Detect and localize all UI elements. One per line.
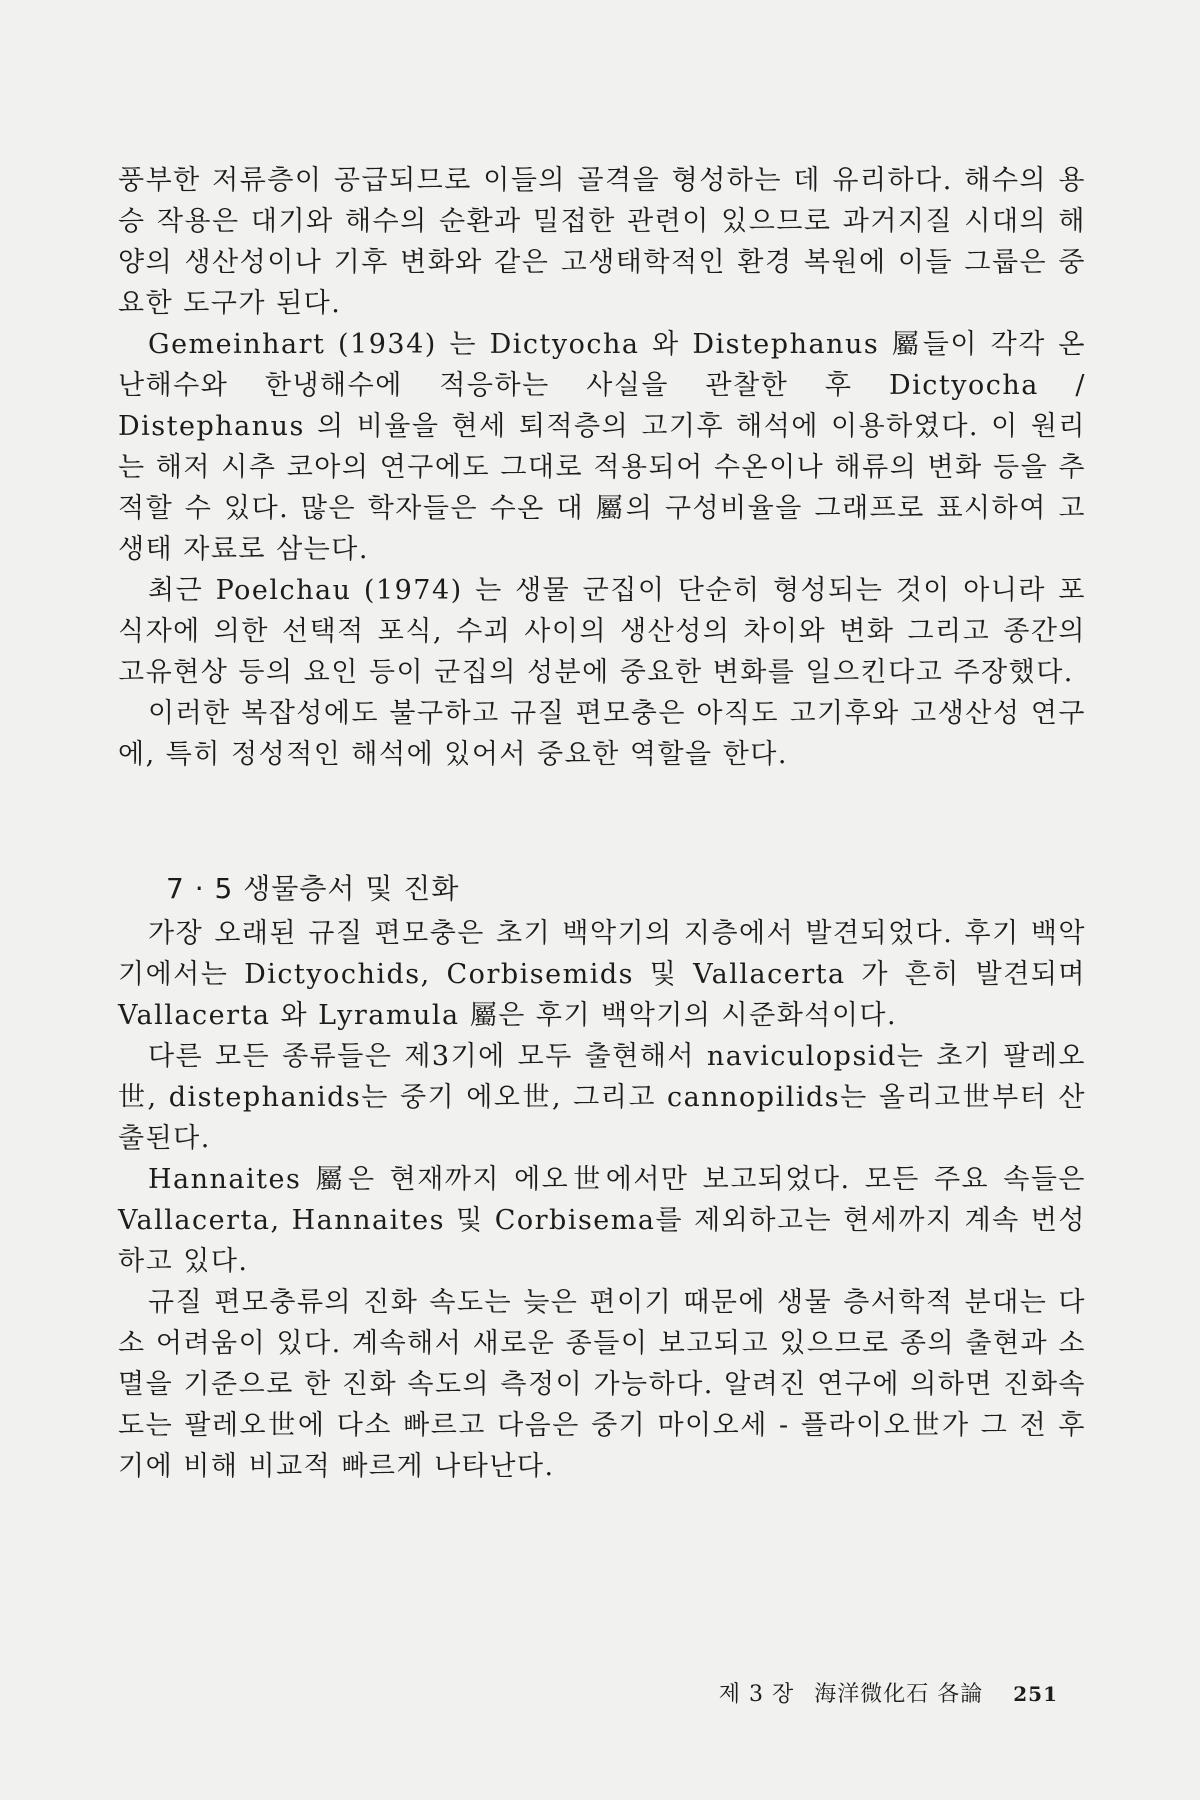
paragraph: 이러한 복잡성에도 불구하고 규질 편모충은 아직도 고기후와 고생산성 연구에, 특히 정성적인 해석에 있어서 중요한 역할을 한다. (118, 698, 1086, 770)
paragraph: Gemeinhart (1934) 는 Dictyocha 와 Distephanus 屬들이 각각 온난해수와 한냉해수에 적응하는 사실을 관찰한 후 Dictyocha / Distephanus 의 비율을 현세 퇴적층의 고기후 해석에 이용하였다. 이 원리는 해저 시추 코아의 연구에도 그대로 적용되어 수온이나 해류의 변화 등을 추적할 수 있다. 많은 학자들은 수온 대 屬의 구성비율을 그래프로 표시하여 고생태 자료로 삼는다. (118, 329, 1086, 565)
paragraph: 규질 편모충류의 진화 속도는 늦은 편이기 때문에 생물 층서학적 분대는 다소 어려움이 있다. 계속해서 새로운 종들이 보고되고 있으므로 종의 출현과 소멸을 기준으로 한 진화 속도의 측정이 가능하다. 알려진 연구에 의하면 진화속도는 팔레오世에 다소 빠르고 다음은 중기 마이오세 - 플라이오世가 그 전 후기에 비해 비교적 빠르게 나타난다. (118, 1287, 1086, 1482)
section-heading: 7 · 5 생물층서 및 진화 (166, 872, 460, 905)
page-number: 251 (1013, 1682, 1058, 1706)
page-footer (707, 1677, 1058, 1708)
chapter-title: 海洋微化石 各論 (814, 1682, 984, 1707)
paragraph: 최근 Poelchau (1974) 는 생물 군집이 단순히 형성되는 것이 아니라 포식자에 의한 선택적 포식, 수괴 사이의 생산성의 차이와 변화 그리고 종간의 고유현상 등의 요인 등이 군집의 성분에 중요한 변화를 일으킨다고 주장했다. (118, 575, 1086, 688)
paragraph: 풍부한 저류층이 공급되므로 이들의 골격을 형성하는 데 유리하다. 해수의 용승 작용은 대기와 해수의 순환과 밀접한 관련이 있으므로 과거지질 시대의 해양의 생산성이나 기후 변화와 같은 고생태학적인 환경 복원에 이들 그룹은 중요한 도구가 된다. (118, 165, 1086, 319)
chapter-label: 제 3 장 (718, 1682, 795, 1707)
body-text (118, 160, 1086, 1487)
paragraph: Hannaites 屬은 현재까지 에오世에서만 보고되었다. 모든 주요 속들은 Vallacerta, Hannaites 및 Corbisema를 제외하고는 현세까지 계속 번성하고 있다. (118, 1164, 1086, 1277)
paragraph: 가장 오래된 규질 편모충은 초기 백악기의 지층에서 발견되었다. 후기 백악기에서는 Dictyochids, Corbisemids 및 Vallacerta 가 흔히 발견되며 Vallacerta 와 Lyramula 屬은 후기 백악기의 시준화석이다. (118, 918, 1086, 1031)
paragraph: 다른 모든 종류들은 제3기에 모두 출현해서 naviculopsid는 초기 팔레오世, distephanids는 중기 에오世, 그리고 cannopilids는 올리고世부터 산출된다. (118, 1041, 1086, 1154)
